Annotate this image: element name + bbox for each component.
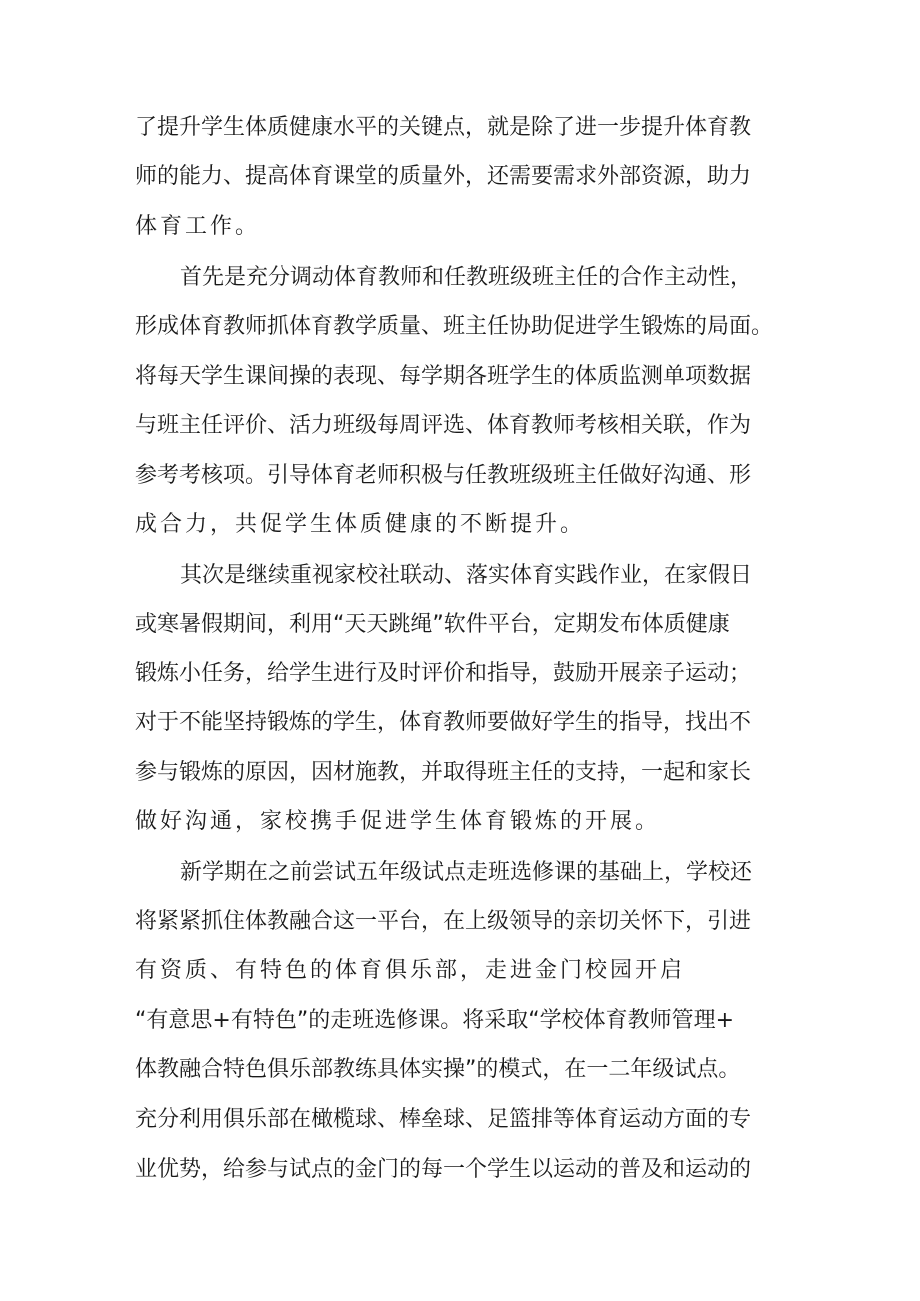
text-line: 锻炼小任务，给学生进行及时评价和指导，鼓励开展亲子运动； xyxy=(135,661,752,686)
text-line: 成合力，共促学生体质健康的不断提升。 xyxy=(135,512,586,537)
paragraph-start-line: 其次是继续重视家校社联动、落实体育实践作业，在家假日 xyxy=(180,563,753,588)
text-line: 了提升学生体质健康水平的关键点，就是除了进一步提升体育教 xyxy=(135,115,752,140)
text-line: 做好沟通，家校携手促进学生体育锻炼的开展。 xyxy=(135,809,661,834)
text-line: 业优势，给参与试点的金门的每一个学生以运动的普及和运动的 xyxy=(135,1157,752,1182)
text-line: 形成体育教师抓体育教学质量、班主任协助促进学生锻炼的局面。 xyxy=(135,314,774,339)
text-line: 充分利用俱乐部在橄榄球、棒垒球、足篮排等体育运动方面的专 xyxy=(135,1107,752,1132)
paragraph-start-line: 首先是充分调动体育教师和任教班级班主任的合作主动性， xyxy=(180,265,753,290)
text-line: “有意思+有特色”的走班选修课。将采取“学校体育教师管理+ xyxy=(135,1008,735,1033)
text-line: 体育工作。 xyxy=(135,214,261,239)
text-line: 将每天学生课间操的表现、每学期各班学生的体质监测单项数据 xyxy=(135,364,752,389)
text-line: 对于不能坚持锻炼的学生，体育教师要做好学生的指导，找出不 xyxy=(135,710,752,735)
paragraph-start-line: 新学期在之前尝试五年级试点走班选修课的基础上，学校还 xyxy=(180,860,753,885)
text-line: 师的能力、提高体育课堂的质量外，还需要需求外部资源，助力 xyxy=(135,164,752,189)
text-line: 或寒暑假期间，利用“天天跳绳”软件平台，定期发布体质健康 xyxy=(135,612,730,637)
text-line: 参考考核项。引导体育老师积极与任教班级班主任做好沟通、形 xyxy=(135,463,752,488)
text-line: 体教融合特色俱乐部教练具体实操”的模式，在一二年级试点。 xyxy=(135,1057,741,1082)
text-line: 将紧紧抓住体教融合这一平台，在上级领导的亲切关怀下，引进 xyxy=(135,909,752,934)
text-line: 与班主任评价、活力班级每周评选、体育教师考核相关联，作为 xyxy=(135,413,752,438)
text-line: 参与锻炼的原因，因材施教，并取得班主任的支持，一起和家长 xyxy=(135,760,752,785)
text-line: 有资质、有特色的体育俱乐部，走进金门校园开启 xyxy=(135,958,686,983)
